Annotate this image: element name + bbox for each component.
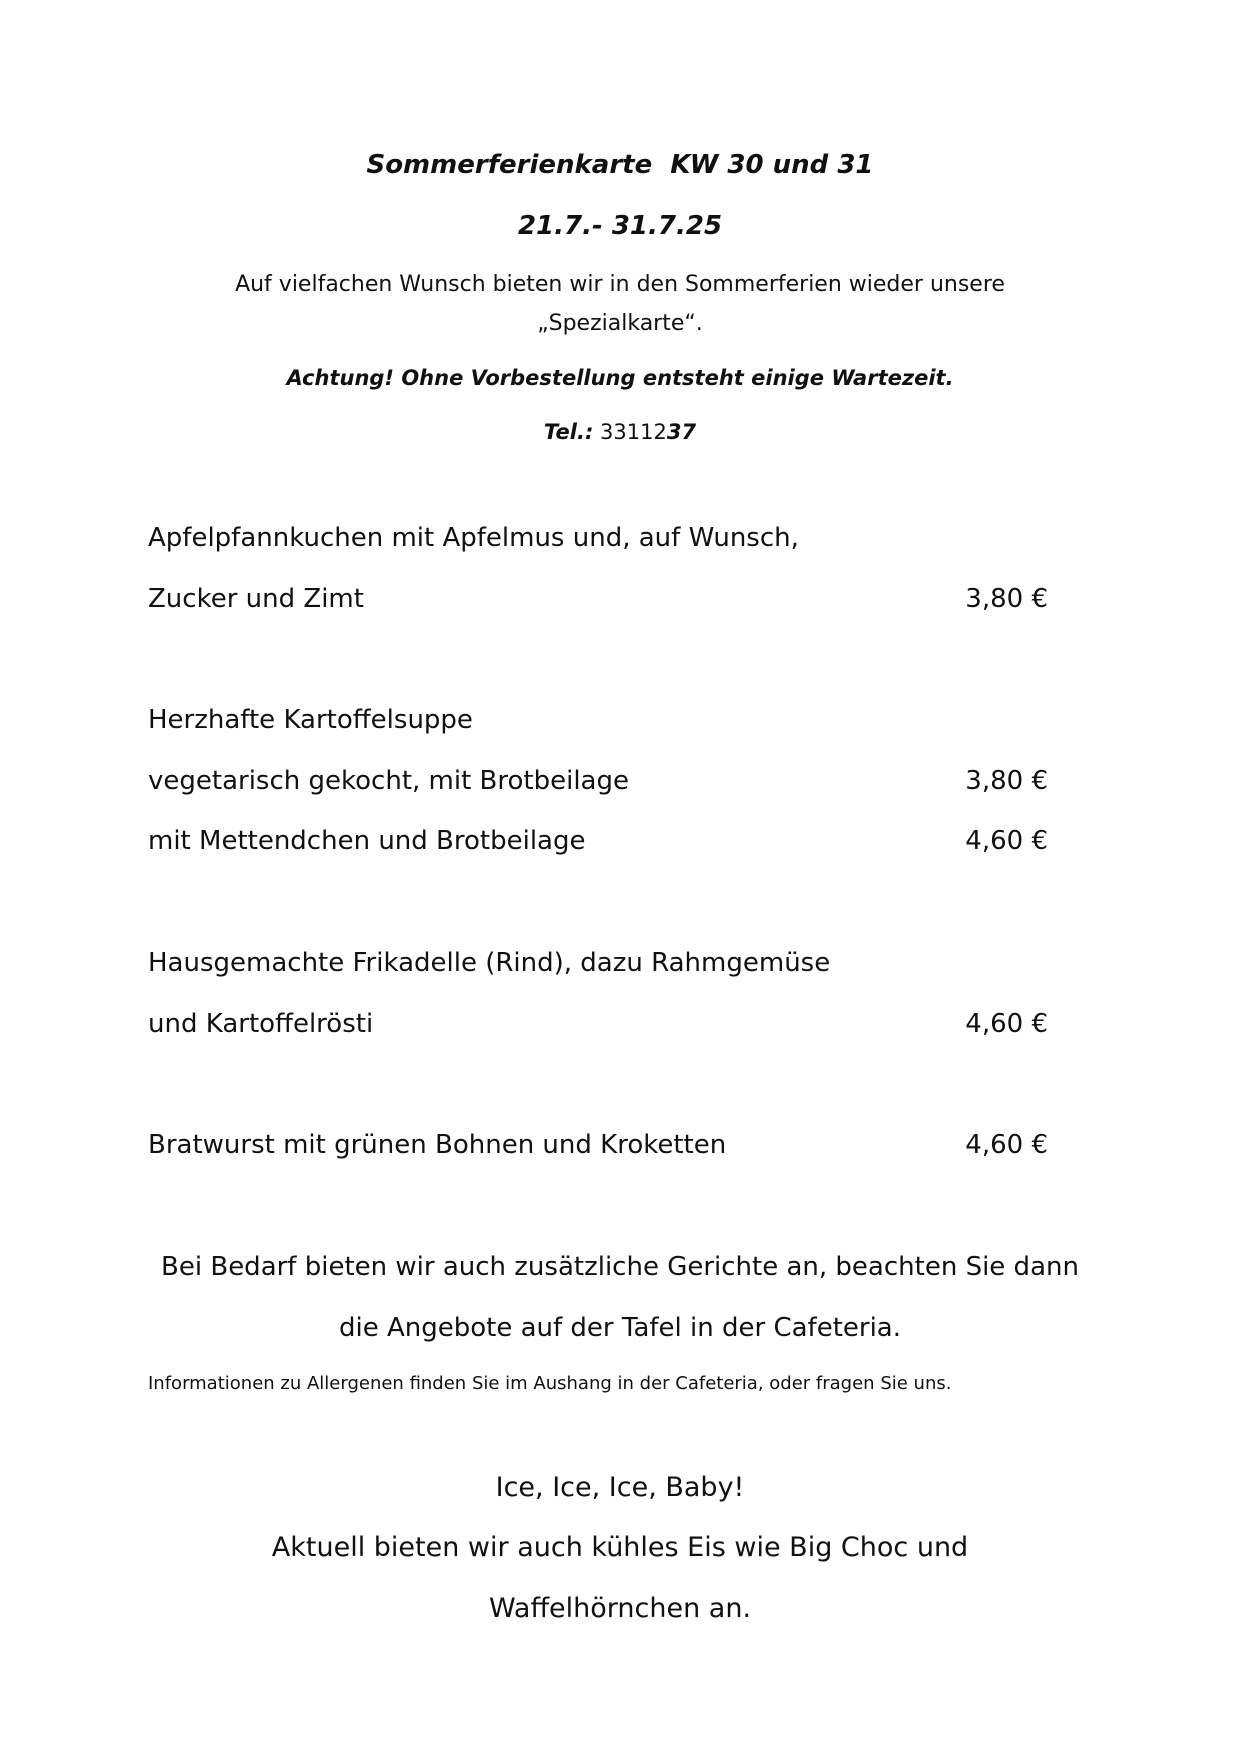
menu-item-soup-price-vegetarian: 3,80 € — [965, 766, 1048, 796]
menu-item-soup-option-vegetarian: vegetarisch gekocht, mit Brotbeilage — [148, 766, 629, 796]
menu-item-soup-price-mettendchen: 4,60 € — [965, 826, 1048, 856]
page-title — [0, 150, 1240, 180]
intro-text-line1: Auf vielfachen Wunsch bieten wir in den Sommerferien wieder unsere — [235, 272, 1005, 297]
phone-label: Tel.: — [543, 420, 594, 444]
menu-item-soup-title: Herzhafte Kartoffelsuppe — [148, 705, 473, 735]
allergen-note: Informationen zu Allergenen finden Sie im Aushang in der Cafeteria, oder fragen Sie uns. — [148, 1373, 952, 1394]
menu-item-pancake-line1: Apfelpfannkuchen mit Apfelmus und, auf Wunsch, — [148, 523, 799, 553]
phone-line — [0, 420, 1240, 444]
ice-headline: Ice, Ice, Ice, Baby! — [495, 1472, 745, 1503]
phone-number-plain: 33112 — [593, 420, 667, 444]
ice-text-line2: Waffelhörnchen an. — [488, 1593, 752, 1624]
extra-dishes-note-line2: die Angebote auf der Tafel in der Cafeteria. — [338, 1313, 901, 1343]
extra-dishes-note-line1: Bei Bedarf bieten wir auch zusätzliche Gerichte an, beachten Sie dann — [161, 1252, 1079, 1282]
wait-warning: Achtung! Ohne Vorbestellung entsteht einige Wartezeit. — [286, 366, 954, 390]
menu-item-pancake-price: 3,80 € — [965, 584, 1048, 614]
title-name: Sommerferienkarte — [366, 150, 653, 180]
menu-item-frikadelle-price: 4,60 € — [965, 1009, 1048, 1039]
title-week: KW 30 und 31 — [670, 150, 874, 180]
menu-item-bratwurst-price: 4,60 € — [965, 1130, 1048, 1160]
menu-item-frikadelle-line1: Hausgemachte Frikadelle (Rind), dazu Rahmgemüse — [148, 948, 831, 978]
menu-item-bratwurst: Bratwurst mit grünen Bohnen und Kroketten — [148, 1130, 727, 1160]
phone-number-bold: 37 — [666, 420, 697, 444]
ice-text-line1: Aktuell bieten wir auch kühles Eis wie Big Choc und — [271, 1532, 969, 1563]
menu-item-soup-option-mettendchen: mit Mettendchen und Brotbeilage — [148, 826, 586, 856]
date-range: 21.7.- 31.7.25 — [517, 211, 723, 241]
menu-item-frikadelle-line2: und Kartoffelrösti — [148, 1009, 374, 1039]
intro-text-line2: „Spezialkarte“. — [537, 311, 703, 336]
menu-item-pancake-line2: Zucker und Zimt — [148, 584, 364, 614]
